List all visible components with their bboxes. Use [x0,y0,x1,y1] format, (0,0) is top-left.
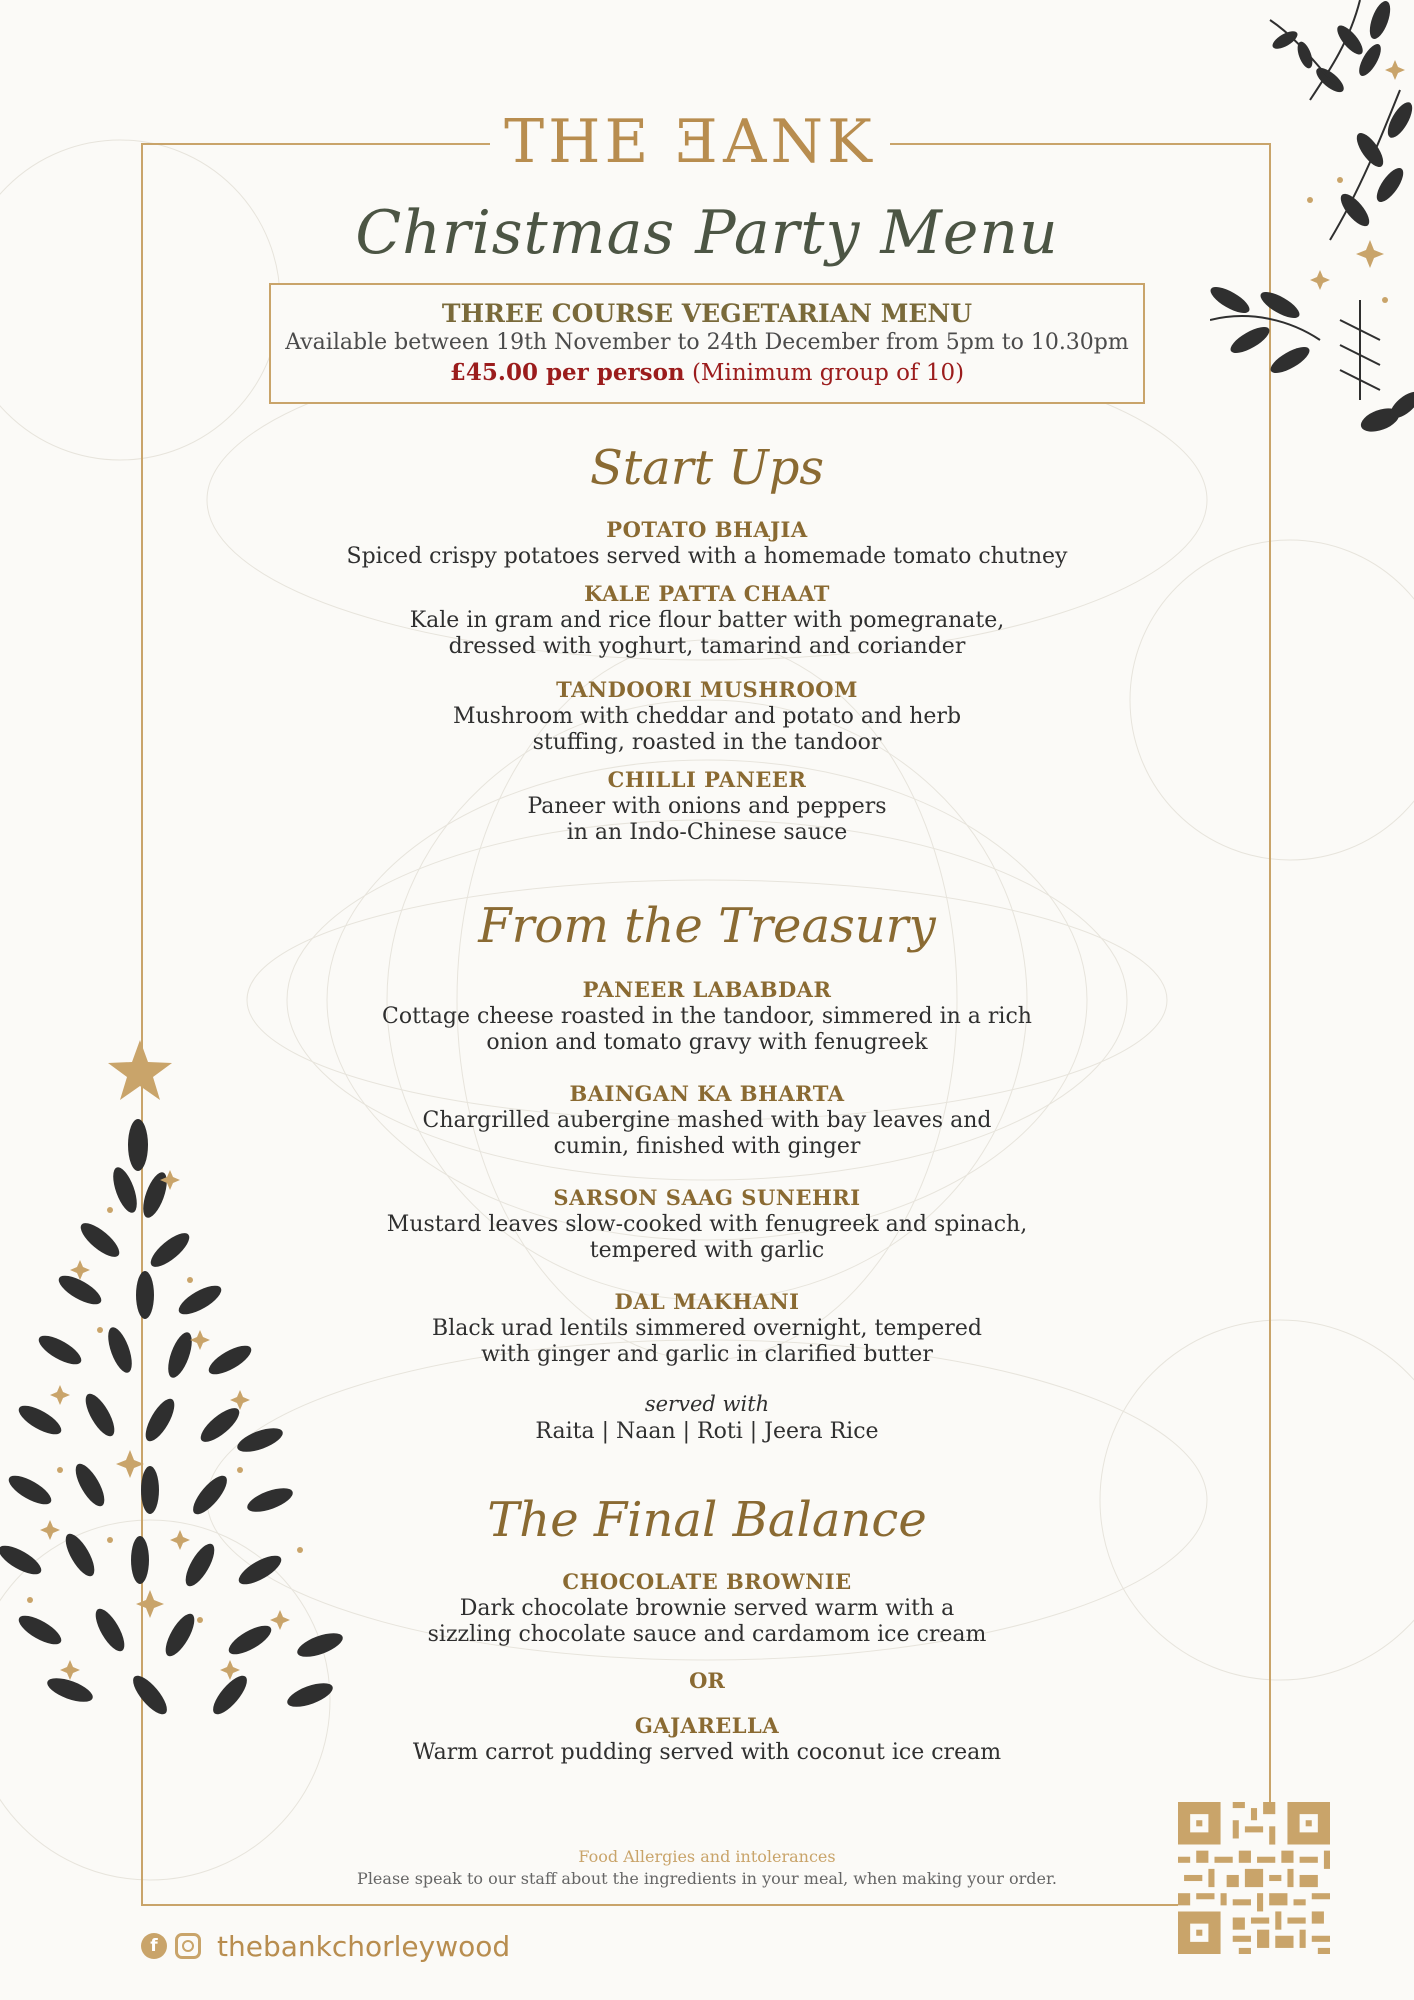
dish-item [282,516,1132,570]
instagram-icon[interactable] [175,1933,201,1959]
or-separator: OR [689,1668,725,1693]
dish-description: stuffing, roasted in the tandoor [532,730,882,755]
dish-description: in an Indo-Chinese sauce [566,820,848,845]
served-with-label: served with [644,1392,770,1416]
allergy-notice [282,1846,1132,1890]
brand-logo: THE ƎANK [490,104,890,180]
section-title-desserts: The Final Balance [487,1492,927,1548]
dish-description: Cottage cheese roasted in the tandoor, simmered in a rich [382,1004,1032,1029]
dish-name: DAL MAKHANI [614,1289,800,1314]
dish-item [282,1712,1132,1766]
dish-name: GAJARELLA [634,1713,780,1738]
section-title-mains: From the Treasury [478,898,936,954]
dish-description: Black urad lentils simmered overnight, tempered [432,1316,982,1341]
dish-description: onion and tomato gravy with fenugreek [486,1030,928,1055]
dish-description: Spiced crispy potatoes served with a homemade tomato chutney [346,544,1068,569]
dish-name: TANDOORI MUSHROOM [556,677,858,702]
menu-info-box [269,283,1145,404]
price: £45.00 per person [449,359,685,386]
dish-name: SARSON SAAG SUNEHRI [553,1185,861,1210]
dish-name: CHILLI PANEER [607,767,807,792]
dish-description: Kale in gram and rice flour batter with pomegranate, [409,608,1005,633]
dish-item [282,580,1132,660]
dish-name: KALE PATTA CHAAT [584,581,830,606]
dish-description: with ginger and garlic in clarified butter [481,1342,933,1367]
price-line [271,359,1143,386]
dish-name: PANEER LABABDAR [582,977,832,1002]
menu-type-heading: THREE COURSE VEGETARIAN MENU [441,299,973,328]
dish-name: POTATO BHAJIA [606,517,808,542]
served-with [282,1390,1132,1446]
dish-description: Chargrilled aubergine mashed with bay leaves and [422,1108,992,1133]
dish-description: cumin, finished with ginger [553,1134,861,1159]
dish-description: Mushroom with cheddar and potato and herb [452,704,962,729]
social-handle[interactable]: thebankchorleywood [217,1929,511,1963]
minimum-group: (Minimum group of 10) [691,360,965,386]
dish-item [282,1288,1132,1368]
served-with-sides: Raita | Naan | Roti | Jeera Rice [535,1419,879,1444]
dish-item [282,676,1132,756]
dish-description: tempered with garlic [589,1238,825,1263]
page-title: Christmas Party Menu [355,198,1059,268]
dish-description: sizzling chocolate sauce and cardamom ice cream [427,1622,987,1647]
dish-name: CHOCOLATE BROWNIE [562,1569,852,1594]
dish-item [282,1568,1132,1648]
dish-description: Paneer with onions and peppers [527,794,887,819]
qr-code[interactable] [1178,1802,1330,1954]
dish-description: dressed with yoghurt, tamarind and coriander [448,634,966,659]
dish-item [282,1080,1132,1160]
facebook-icon[interactable]: f [141,1933,167,1959]
dish-description: Mustard leaves slow-cooked with fenugreek and spinach, [386,1212,1028,1237]
section-title-starters: Start Ups [589,440,825,496]
dish-description: Dark chocolate brownie served warm with a [459,1596,955,1621]
social-links [141,1930,510,1962]
allergy-title: Food Allergies and intolerances [578,1847,836,1866]
dish-item [282,766,1132,846]
dish-description: Warm carrot pudding served with coconut ice cream [412,1740,1002,1765]
allergy-text: Please speak to our staff about the ingredients in your meal, when making your order. [357,1869,1057,1888]
availability-text: Available between 19th November to 24th December from 5pm to 10.30pm [285,330,1129,355]
dish-item [282,976,1132,1056]
dish-item [282,1184,1132,1264]
dish-name: BAINGAN KA BHARTA [569,1081,845,1106]
